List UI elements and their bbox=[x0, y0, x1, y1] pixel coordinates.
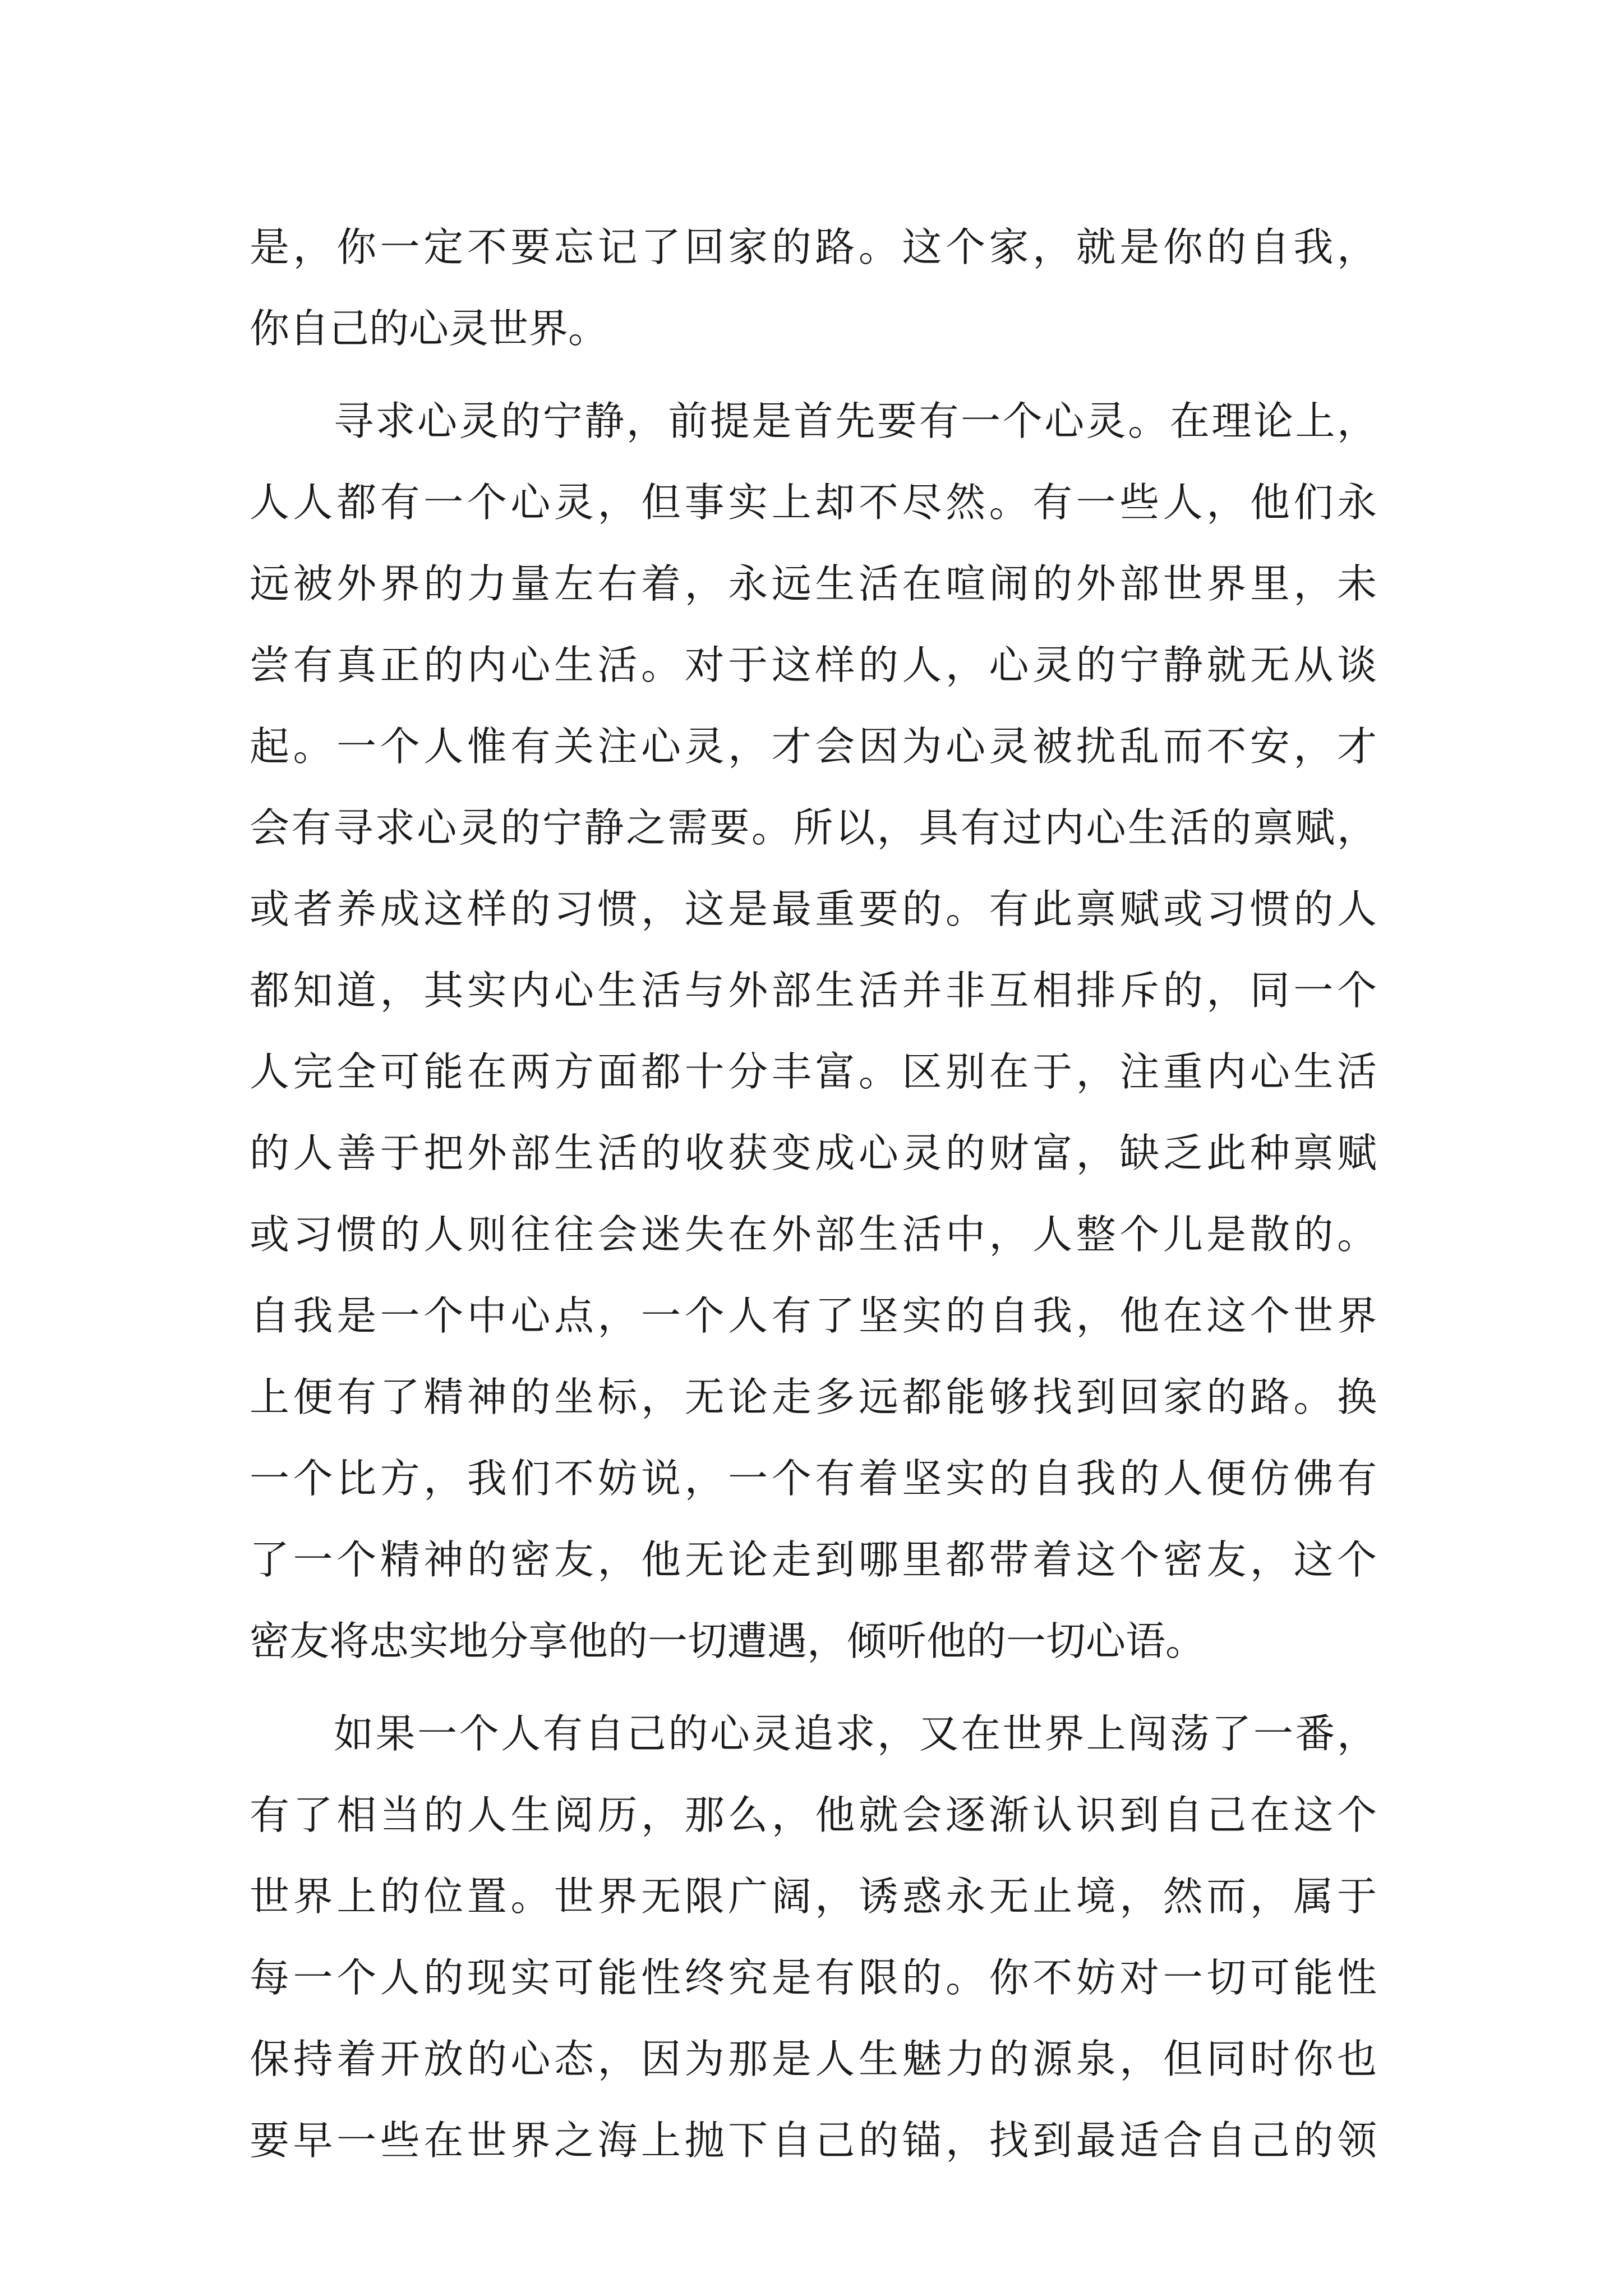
text-line: 人人都有一个心灵，但事实上却不尽然。有一些人，他们永 bbox=[250, 479, 1377, 526]
text-line: 有了相当的人生阅历，那么，他就会逐渐认识到自己在这个 bbox=[250, 1792, 1377, 1838]
text-line: 自我是一个中心点，一个人有了坚实的自我，他在这个世界 bbox=[250, 1292, 1377, 1339]
document-body bbox=[250, 206, 1377, 2181]
text-line: 你自己的心灵世界。 bbox=[250, 305, 608, 352]
text-line: 上便有了精神的坐标，无论走多远都能够找到回家的路。换 bbox=[250, 1374, 1377, 1420]
text-line: 每一个人的现实可能性终究是有限的。你不妨对一切可能性 bbox=[250, 1954, 1377, 2001]
text-line: 密友将忠实地分享他的一切遭遇，倾听他的一切心语。 bbox=[250, 1618, 1206, 1664]
text-line: 都知道，其实内心生活与外部生活并非互相排斥的，同一个 bbox=[250, 967, 1377, 1014]
text-line: 起。一个人惟有关注心灵，才会因为心灵被扰乱而不安，才 bbox=[250, 723, 1377, 770]
text-line: 的人善于把外部生活的收获变成心灵的财富，缺乏此种禀赋 bbox=[250, 1130, 1377, 1176]
text-line: 会有寻求心灵的宁静之需要。所以，具有过内心生活的禀赋， bbox=[250, 804, 1377, 851]
text-line: 人完全可能在两方面都十分丰富。区别在于，注重内心生活 bbox=[250, 1048, 1377, 1095]
text-line: 了一个精神的密友，他无论走到哪里都带着这个密友，这个 bbox=[250, 1536, 1377, 1583]
text-line: 如果一个人有自己的心灵追求，又在世界上闯荡了一番， bbox=[334, 1710, 1377, 1757]
text-line: 寻求心灵的宁静，前提是首先要有一个心灵。在理论上， bbox=[334, 398, 1377, 444]
text-line: 尝有真正的内心生活。对于这样的人，心灵的宁静就无从谈 bbox=[250, 642, 1377, 688]
text-line: 要早一些在世界之海上抛下自己的锚，找到最适合自己的领 bbox=[250, 2117, 1377, 2164]
text-line: 或习惯的人则往往会迷失在外部生活中，人整个儿是散的。 bbox=[250, 1211, 1377, 1258]
text-line: 远被外界的力量左右着，永远生活在喧闹的外部世界里，未 bbox=[250, 560, 1377, 607]
paragraph-2 bbox=[250, 380, 1377, 1682]
text-line: 一个比方，我们不妨说，一个有着坚实的自我的人便仿佛有 bbox=[250, 1455, 1377, 1502]
text-line: 世界上的位置。世界无限广阔，诱惑永无止境，然而，属于 bbox=[250, 1873, 1377, 1920]
paragraph-1 bbox=[250, 206, 1377, 369]
paragraph-3 bbox=[250, 1693, 1377, 2181]
text-line: 是，你一定不要忘记了回家的路。这个家，就是你的自我， bbox=[250, 224, 1377, 270]
text-line: 保持着开放的心态，因为那是人生魅力的源泉，但同时你也 bbox=[250, 2036, 1377, 2082]
text-line: 或者养成这样的习惯，这是最重要的。有此禀赋或习惯的人 bbox=[250, 886, 1377, 932]
